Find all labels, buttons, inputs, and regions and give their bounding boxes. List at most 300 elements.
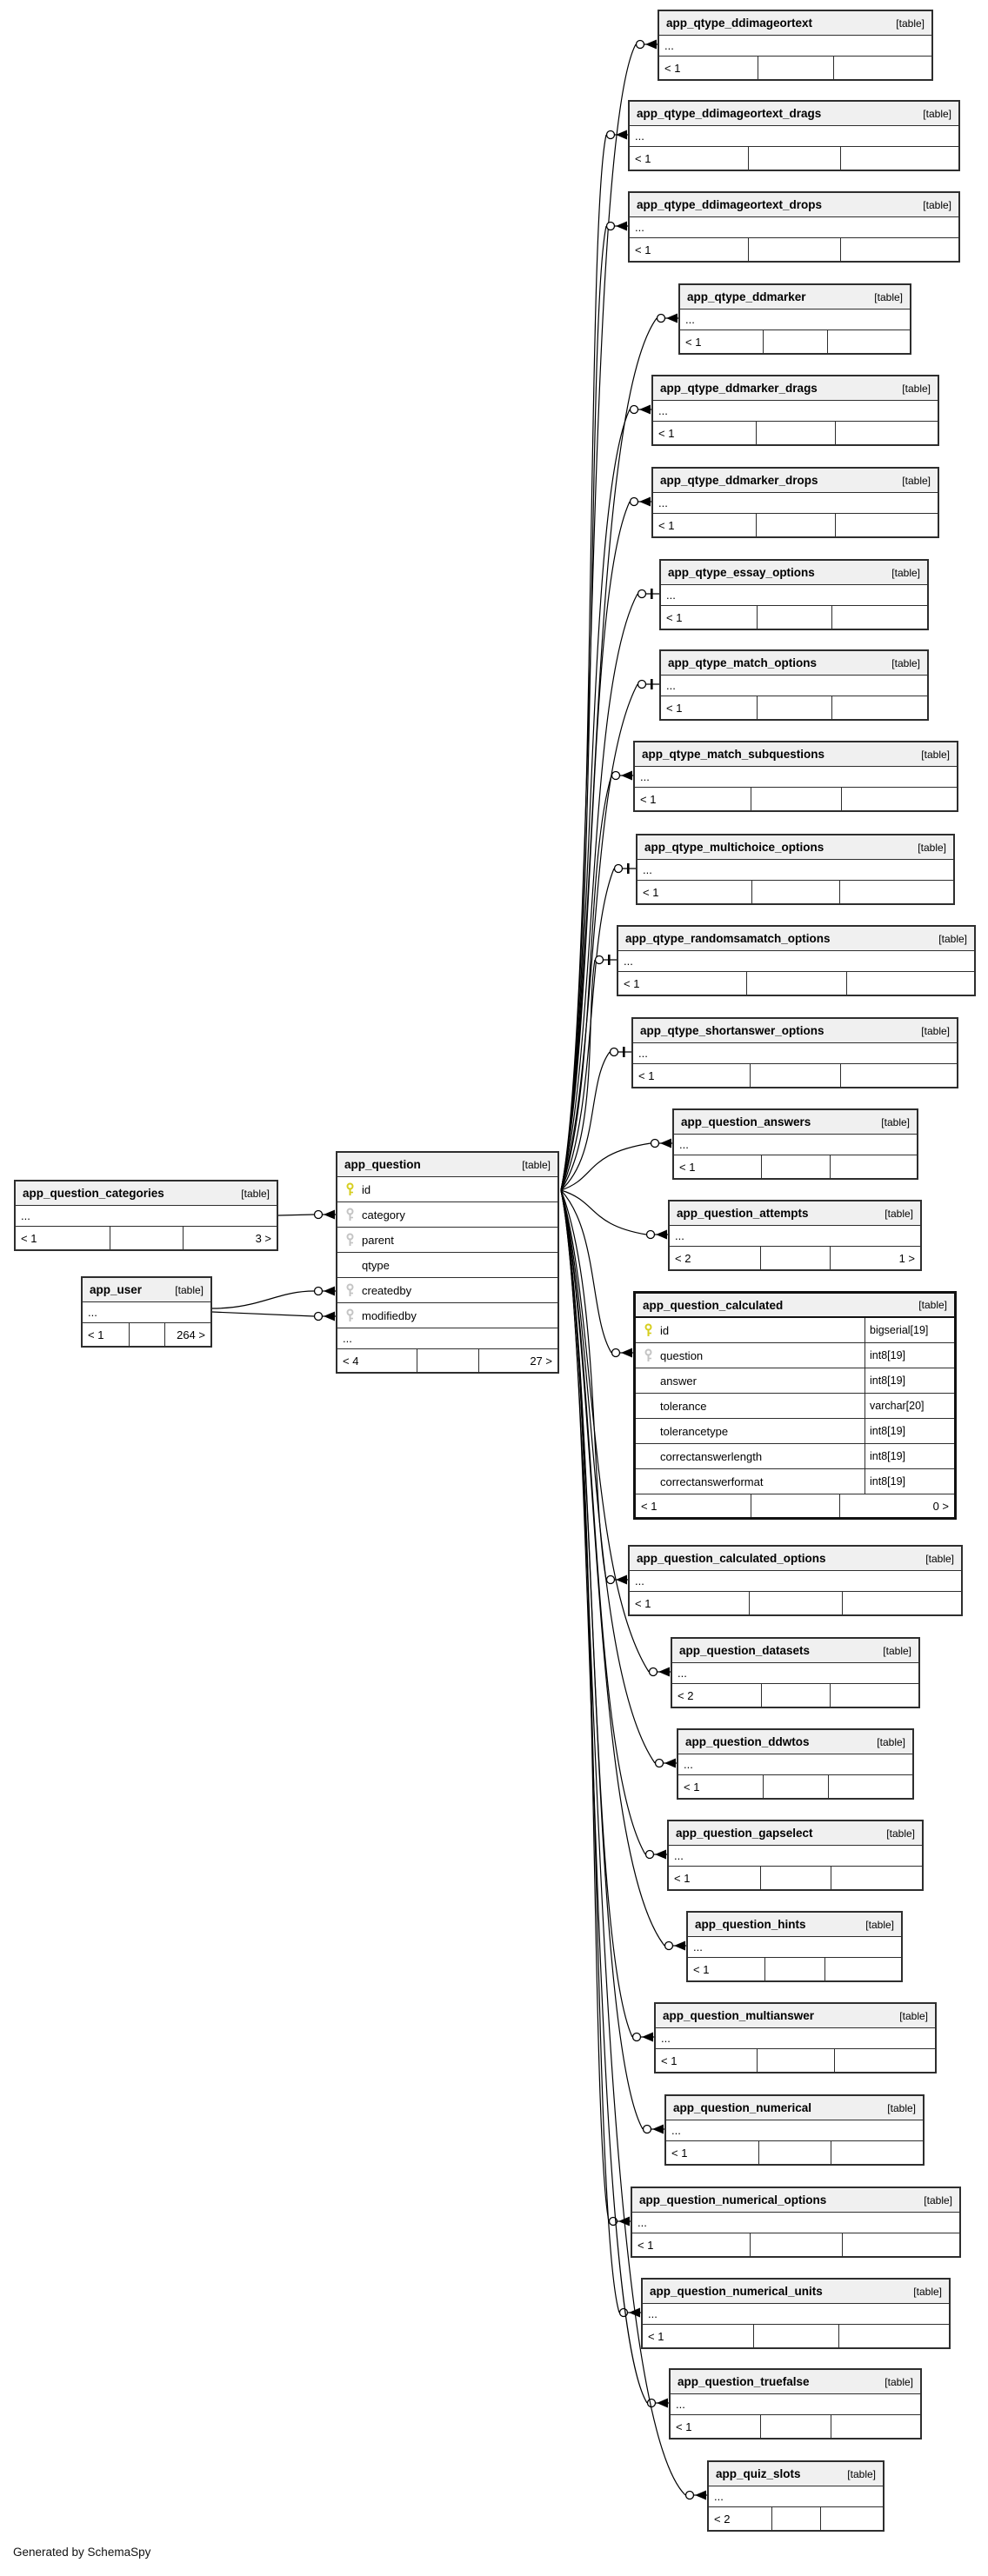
zero-cardinality-icon — [631, 498, 638, 506]
degree-row — [672, 1684, 918, 1707]
degree-row — [636, 1494, 954, 1517]
column-row-modifiedby — [337, 1303, 557, 1328]
degree-row — [633, 1064, 957, 1087]
hidden-columns-ellipsis: ... — [669, 1846, 922, 1867]
degree-cell: < 1 — [661, 2053, 678, 2067]
table-name: app_question_numerical_units — [650, 2285, 823, 2298]
table-type-badge: [table] — [938, 932, 967, 945]
table-type-badge: [table] — [902, 382, 931, 395]
table-node-app_question_answers[interactable] — [672, 1108, 918, 1180]
degree-row — [653, 514, 938, 536]
degree-row — [638, 881, 953, 903]
table-type-badge: [table] — [899, 2009, 928, 2022]
degree-cell: 0 > — [839, 1494, 954, 1517]
table-header — [678, 1730, 912, 1754]
table-type-badge: [table] — [865, 1918, 894, 1931]
column-name: category — [362, 1208, 405, 1221]
key-icon-slot — [643, 1323, 653, 1338]
relationship-edge-app_question_multianswer — [561, 1190, 632, 2037]
table-type-badge: [table] — [891, 566, 920, 579]
table-node-app_question_numerical_options[interactable] — [631, 2187, 961, 2258]
crow-foot-icon — [616, 130, 627, 140]
hidden-columns-ellipsis: ... — [678, 1754, 912, 1775]
degree-cell — [760, 2415, 830, 2438]
crow-foot-icon — [660, 1139, 671, 1148]
relationship-edge-app_qtype_essay_options — [561, 594, 638, 1190]
degree-cell — [748, 238, 840, 261]
table-node-app_qtype_match_subquestions[interactable] — [633, 741, 958, 812]
degree-cell: < 1 — [671, 2146, 688, 2160]
degree-cell — [840, 238, 958, 261]
table-name: app_question_numerical — [673, 2101, 812, 2114]
table-type-badge: [table] — [918, 1299, 947, 1311]
hidden-columns-ellipsis: ... — [709, 2486, 883, 2507]
table-node-app_qtype_shortanswer_options[interactable] — [631, 1017, 958, 1088]
degree-cell — [846, 972, 974, 995]
hidden-columns-ellipsis: ... — [670, 1226, 920, 1247]
degree-cell — [417, 1349, 478, 1372]
degree-cell — [757, 696, 831, 719]
column-row-correctanswerformat — [636, 1469, 954, 1494]
crow-foot-icon — [324, 1210, 335, 1220]
table-header — [630, 193, 958, 217]
degree-cell — [760, 1247, 831, 1269]
degree-cell — [824, 1958, 901, 1980]
table-node-app_question_datasets[interactable] — [671, 1637, 920, 1708]
zero-cardinality-icon — [646, 1851, 654, 1859]
degree-cell: < 1 — [643, 885, 659, 899]
hidden-columns-ellipsis: ... — [671, 2394, 920, 2415]
table-name: app_qtype_essay_options — [668, 566, 815, 579]
zero-cardinality-icon — [607, 131, 615, 139]
degree-row — [674, 1155, 917, 1178]
table-node-app_qtype_essay_options[interactable] — [659, 559, 929, 630]
hidden-columns-ellipsis: ... — [656, 2028, 935, 2049]
crow-foot-icon — [324, 1312, 335, 1321]
table-node-app_qtype_ddmarker_drops[interactable] — [651, 467, 939, 538]
table-node-app_question_hints[interactable] — [686, 1911, 903, 1982]
degree-cell — [751, 1494, 839, 1517]
crow-foot-icon — [657, 2399, 668, 2408]
column-name: qtype — [362, 1258, 390, 1272]
degree-cell — [771, 2507, 820, 2530]
zero-cardinality-icon — [686, 2492, 694, 2499]
degree-row — [666, 2141, 923, 2164]
degree-cell: < 1 — [638, 2238, 654, 2252]
degree-cell — [835, 514, 938, 536]
hidden-columns-ellipsis: ... — [630, 126, 958, 147]
table-type-badge: [table] — [885, 1207, 913, 1220]
table-header — [669, 1821, 922, 1846]
table-header — [670, 1201, 920, 1226]
foreign-key-icon — [644, 1348, 653, 1363]
degree-cell: < 1 — [674, 1871, 691, 1885]
degree-cell: < 1 — [666, 701, 683, 715]
generated-by-note: Generated by SchemaSpy — [13, 2546, 151, 2559]
degree-cell: 27 > — [478, 1349, 557, 1372]
degree-cell: < 1 — [635, 151, 651, 165]
degree-cell: 1 > — [830, 1247, 920, 1269]
table-type-badge: [table] — [522, 1158, 551, 1171]
relationship-edge-app_question_calculated_options — [561, 1190, 606, 1580]
crow-foot-icon — [324, 1287, 335, 1296]
crow-foot-icon — [674, 1941, 685, 1951]
zero-cardinality-icon — [315, 1313, 323, 1321]
relationship-edge-app_qtype_ddmarker_drags — [561, 409, 630, 1190]
table-name: app_qtype_match_subquestions — [642, 748, 825, 761]
degree-row — [669, 1867, 922, 1889]
degree-row — [630, 238, 958, 261]
table-node-app_question_numerical_units[interactable] — [641, 2278, 951, 2349]
zero-cardinality-icon — [596, 956, 604, 964]
table-header — [643, 2280, 949, 2304]
table-node-app_quiz_slots[interactable] — [707, 2460, 885, 2532]
column-name: id — [660, 1323, 670, 1337]
column-row-parent — [337, 1228, 557, 1253]
degree-cell — [842, 1592, 961, 1614]
key-icon-slot — [643, 1348, 653, 1363]
degree-row — [337, 1349, 557, 1372]
column-row-category — [337, 1202, 557, 1228]
column-row-qtype — [337, 1253, 557, 1278]
table-name: app_question_multianswer — [663, 2009, 815, 2022]
zero-cardinality-icon — [607, 223, 615, 230]
one-cardinality-icon — [627, 863, 630, 874]
crow-foot-icon — [664, 1759, 676, 1768]
degree-cell — [831, 2415, 920, 2438]
column-type: int8[19] — [864, 1419, 954, 1443]
degree-cell — [760, 1867, 831, 1889]
degree-cell: < 1 — [684, 1780, 700, 1794]
column-row-question — [636, 1343, 954, 1368]
table-node-app_qtype_ddimageortext_drags[interactable] — [628, 100, 960, 171]
column-name: id — [362, 1182, 371, 1196]
table-node-app_question_numerical[interactable] — [664, 2094, 925, 2166]
degree-row — [618, 972, 974, 995]
degree-cell: < 1 — [638, 1068, 655, 1082]
degree-cell — [761, 1684, 830, 1707]
table-node-app_user[interactable] — [81, 1276, 212, 1348]
zero-cardinality-icon — [651, 1140, 659, 1148]
relationship-edge-app_qtype_ddimageortext — [561, 44, 636, 1190]
degree-cell — [831, 606, 927, 629]
hidden-columns-ellipsis: ... — [16, 1206, 277, 1227]
degree-cell: 264 > — [164, 1323, 210, 1346]
hidden-columns-ellipsis: ... — [632, 2213, 959, 2233]
degree-cell — [840, 1064, 957, 1087]
degree-cell — [830, 1155, 917, 1178]
degree-row — [709, 2507, 883, 2530]
degree-cell: < 1 — [21, 1231, 37, 1245]
table-name: app_question_answers — [681, 1115, 811, 1128]
zero-cardinality-icon — [648, 2400, 656, 2407]
zero-cardinality-icon — [620, 2309, 628, 2317]
hidden-columns-ellipsis: ... — [672, 1663, 918, 1684]
zero-cardinality-icon — [631, 406, 638, 414]
one-cardinality-icon — [623, 1047, 625, 1057]
degree-cell: < 1 — [648, 2329, 664, 2343]
crow-foot-icon — [655, 1850, 666, 1860]
hidden-columns-ellipsis: ... — [661, 585, 927, 606]
degree-row — [680, 330, 910, 353]
table-header — [659, 11, 931, 36]
degree-cell — [758, 2141, 831, 2164]
table-type-badge: [table] — [924, 2193, 952, 2207]
table-name: app_question_categories — [23, 1187, 164, 1200]
zero-cardinality-icon — [633, 2034, 641, 2041]
table-node-app_question_calculated[interactable] — [633, 1291, 957, 1520]
degree-cell: < 2 — [714, 2512, 731, 2526]
table-node-app_qtype_match_options[interactable] — [659, 649, 929, 721]
crow-foot-icon — [645, 40, 657, 50]
crow-foot-icon — [639, 405, 651, 415]
crow-foot-icon — [642, 2033, 653, 2042]
relationship-edge-app_qtype_ddmarker_drops — [561, 502, 630, 1190]
zero-cardinality-icon — [644, 2126, 651, 2133]
zero-cardinality-icon — [637, 41, 644, 49]
table-node-app_qtype_ddmarker_drags[interactable] — [651, 375, 939, 446]
table-header — [633, 1019, 957, 1043]
table-type-badge: [table] — [881, 1115, 910, 1128]
degree-cell — [831, 2141, 923, 2164]
degree-row — [630, 1592, 961, 1614]
table-node-app_question_attempts[interactable] — [668, 1200, 922, 1271]
relationship-edge-app_qtype_ddimageortext_drags — [561, 135, 606, 1190]
column-row-answer — [636, 1368, 954, 1394]
degree-cell — [753, 2325, 839, 2347]
degree-cell — [827, 330, 910, 353]
crow-foot-icon — [629, 2308, 640, 2318]
degree-cell — [831, 696, 927, 719]
table-name: app_question_calculated — [643, 1298, 784, 1312]
table-type-badge: [table] — [923, 198, 951, 211]
zero-cardinality-icon — [610, 2218, 618, 2226]
key-icon-slot — [344, 1208, 355, 1222]
table-type-badge: [table] — [891, 656, 920, 669]
relationship-edge-app_qtype_ddimageortext_drops — [561, 226, 606, 1190]
crow-foot-icon — [656, 1230, 667, 1240]
degree-cell — [842, 2233, 959, 2256]
table-type-badge: [table] — [883, 1644, 911, 1657]
table-header — [16, 1181, 277, 1206]
table-name: app_question_calculated_options — [637, 1552, 826, 1565]
table-type-badge: [table] — [896, 17, 925, 30]
crow-foot-icon — [639, 497, 651, 507]
degree-cell — [841, 788, 957, 810]
degree-row — [670, 1247, 920, 1269]
degree-cell — [748, 147, 840, 170]
table-node-app_qtype_multichoice_options[interactable] — [636, 834, 955, 905]
degree-cell — [758, 57, 834, 79]
table-node-app_qtype_ddimageortext_drops[interactable] — [628, 191, 960, 263]
foreign-key-icon — [345, 1233, 355, 1248]
table-node-app_qtype_ddimageortext[interactable] — [658, 10, 933, 81]
column-row-tolerance — [636, 1394, 954, 1419]
table-type-badge: [table] — [887, 2101, 916, 2114]
degree-cell: < 2 — [678, 1688, 694, 1702]
table-type-badge: [table] — [847, 2467, 876, 2480]
degree-cell: < 2 — [675, 1251, 691, 1265]
table-header — [635, 742, 957, 767]
table-name: app_question_numerical_options — [639, 2193, 827, 2207]
column-type: int8[19] — [864, 1343, 954, 1368]
key-icon-slot — [344, 1308, 355, 1323]
degree-cell — [839, 881, 953, 903]
column-name: correctanswerlength — [660, 1449, 763, 1463]
degree-cell — [751, 788, 841, 810]
table-header — [632, 2188, 959, 2213]
zero-cardinality-icon — [607, 1576, 615, 1584]
foreign-key-icon — [345, 1283, 355, 1298]
table-type-badge: [table] — [175, 1283, 204, 1296]
degree-cell — [757, 606, 831, 629]
degree-cell — [763, 1775, 828, 1798]
foreign-key-icon — [345, 1208, 355, 1222]
relationship-edge-app_question.modifiedby — [212, 1312, 314, 1316]
degree-row — [643, 2325, 949, 2347]
degree-cell — [820, 2507, 883, 2530]
table-name: app_question_ddwtos — [685, 1735, 810, 1748]
degree-row — [661, 696, 927, 719]
degree-cell: < 1 — [666, 610, 683, 624]
table-header — [630, 1547, 961, 1571]
degree-row — [671, 2415, 920, 2438]
primary-key-icon — [345, 1182, 355, 1197]
degree-cell — [749, 1592, 842, 1614]
hidden-columns-ellipsis: ... — [630, 1571, 961, 1592]
degree-cell: < 1 — [658, 426, 675, 440]
degree-cell: < 1 — [640, 792, 657, 806]
table-header — [671, 2370, 920, 2394]
table-node-app_question_calculated_options[interactable] — [628, 1545, 963, 1616]
table-type-badge: [table] — [877, 1735, 905, 1748]
column-row-tolerancetype — [636, 1419, 954, 1444]
table-node-app_question_multianswer[interactable] — [654, 2002, 937, 2073]
crow-foot-icon — [695, 2491, 706, 2500]
crow-foot-icon — [616, 1575, 627, 1585]
zero-cardinality-icon — [656, 1760, 664, 1767]
table-name: app_qtype_multichoice_options — [644, 841, 824, 854]
hidden-columns-ellipsis: ... — [633, 1043, 957, 1064]
hidden-columns-ellipsis: ... — [661, 676, 927, 696]
table-type-badge: [table] — [241, 1187, 270, 1200]
degree-row — [83, 1323, 210, 1346]
table-header — [672, 1639, 918, 1663]
table-name: app_qtype_shortanswer_options — [640, 1024, 824, 1037]
table-header — [630, 102, 958, 126]
key-icon-slot — [344, 1233, 355, 1248]
degree-cell: < 4 — [343, 1354, 359, 1368]
degree-row — [653, 422, 938, 444]
degree-cell: < 1 — [658, 518, 675, 532]
degree-cell — [756, 514, 836, 536]
table-node-app_question_ddwtos[interactable] — [677, 1728, 914, 1800]
table-header — [636, 1294, 954, 1318]
table-node-app_question_truefalse[interactable] — [669, 2368, 922, 2440]
column-row-correctanswerlength — [636, 1444, 954, 1469]
table-header — [618, 927, 974, 951]
hidden-columns-ellipsis: ... — [653, 493, 938, 514]
column-name: createdby — [362, 1283, 412, 1297]
degree-cell — [750, 2233, 841, 2256]
relationship-edge-app_qtype_randomsamatch_options — [561, 960, 595, 1190]
degree-cell: < 1 — [664, 61, 681, 75]
degree-cell — [764, 1958, 824, 1980]
table-header — [709, 2462, 883, 2486]
zero-cardinality-icon — [658, 315, 665, 323]
one-cardinality-icon — [651, 589, 653, 599]
table-name: app_qtype_ddmarker_drags — [660, 382, 818, 395]
degree-cell: < 1 — [685, 335, 702, 349]
one-cardinality-icon — [651, 679, 653, 689]
relationship-edge-app_question_calculated — [561, 1190, 611, 1353]
zero-cardinality-icon — [638, 681, 646, 689]
table-node-app_question_categories[interactable] — [14, 1180, 278, 1251]
table-header — [674, 1110, 917, 1135]
degree-cell: 3 > — [183, 1227, 277, 1249]
relationship-edge-app_question_numerical — [561, 1190, 643, 2129]
degree-cell — [751, 881, 840, 903]
table-name: app_user — [90, 1283, 143, 1296]
hidden-columns-ellipsis: ... — [674, 1135, 917, 1155]
degree-cell — [757, 2049, 835, 2072]
degree-cell: < 1 — [693, 1962, 710, 1976]
table-node-app_question_gapselect[interactable] — [667, 1820, 924, 1891]
relationship-edge-app_question_numerical_options — [561, 1190, 609, 2221]
degree-row — [656, 2049, 935, 2072]
table-type-badge: [table] — [925, 1552, 954, 1565]
table-name: app_qtype_match_options — [668, 656, 818, 669]
one-cardinality-icon — [608, 955, 611, 965]
degree-cell — [831, 1867, 922, 1889]
relationship-edge-app_question_gapselect — [561, 1190, 645, 1854]
degree-cell — [761, 1155, 829, 1178]
table-header — [653, 469, 938, 493]
degree-cell — [750, 1064, 840, 1087]
column-name: answer — [660, 1374, 697, 1388]
zero-cardinality-icon — [612, 772, 620, 780]
relationship-edge-app_question.createdby — [212, 1291, 314, 1308]
zero-cardinality-icon — [665, 1942, 673, 1950]
relationship-edge-app_question_answers — [561, 1143, 651, 1190]
hidden-columns-ellipsis: ... — [659, 36, 931, 57]
degree-cell — [763, 330, 827, 353]
table-name: app_question_truefalse — [678, 2375, 810, 2388]
table-header — [83, 1278, 210, 1302]
table-header — [680, 285, 910, 310]
hidden-columns-ellipsis: ... — [635, 767, 957, 788]
column-row-id — [337, 1177, 557, 1202]
table-header — [653, 376, 938, 401]
column-type: varchar[20] — [864, 1394, 954, 1418]
hidden-columns-ellipsis: ... — [337, 1328, 557, 1349]
degree-row — [678, 1775, 912, 1798]
table-node-app_qtype_ddmarker[interactable] — [678, 283, 911, 355]
column-name: modifiedby — [362, 1308, 417, 1322]
hidden-columns-ellipsis: ... — [83, 1302, 210, 1323]
degree-row — [661, 606, 927, 629]
column-type: int8[19] — [864, 1444, 954, 1468]
relationship-edge-app_question_numerical_units — [561, 1190, 619, 2313]
table-node-app_question[interactable] — [336, 1151, 559, 1374]
zero-cardinality-icon — [611, 1048, 618, 1056]
table-name: app_quiz_slots — [716, 2467, 801, 2480]
degree-cell — [834, 2049, 935, 2072]
table-node-app_qtype_randomsamatch_options[interactable] — [617, 925, 976, 996]
crow-foot-icon — [621, 771, 632, 781]
foreign-key-icon — [345, 1308, 355, 1323]
table-type-badge: [table] — [886, 1827, 915, 1840]
